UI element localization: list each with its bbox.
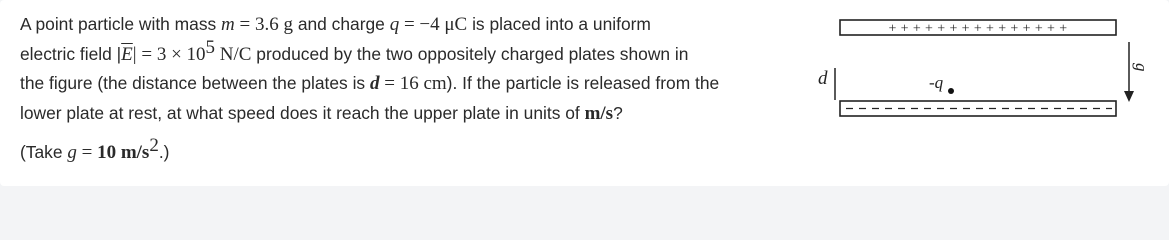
math-g: g <box>67 142 77 163</box>
text: ? <box>613 102 623 123</box>
math-distance-value: 16 cm <box>399 73 447 94</box>
math-m: m <box>221 14 235 35</box>
d-label: d <box>818 68 828 89</box>
figure-svg <box>800 8 1169 128</box>
math-exponent: 5 <box>205 36 216 58</box>
particle-charge-label: -q <box>929 73 944 92</box>
text: ). If the particle is released from the <box>446 73 720 93</box>
math-d: d <box>369 73 380 94</box>
math-speed-unit: m/s <box>584 102 614 124</box>
text: the figure (the distance between the plates is <box>20 73 370 93</box>
problem-statement <box>20 10 810 128</box>
math-mass-value: 3.6 g <box>255 14 293 35</box>
gravity-note <box>20 135 170 167</box>
text: electric field | <box>20 43 122 64</box>
text: .) <box>158 142 170 162</box>
gravity-arrow-head <box>1124 91 1134 102</box>
math-eq: = <box>379 73 400 94</box>
text: A point particle with mass <box>20 14 222 34</box>
capacitor-figure <box>800 8 1169 128</box>
problem-line-1 <box>20 10 810 40</box>
math-E-vector: $\overline{E}$ <box>121 43 133 65</box>
text: is placed into a uniform <box>467 14 651 34</box>
text: and charge <box>293 14 390 34</box>
problem-line-3 <box>20 69 810 99</box>
gravity-label: g <box>1132 63 1151 72</box>
math-charge-value: −4 μC <box>419 14 468 35</box>
top-plate-charges: + + + + + + + + + + + + + + + <box>888 21 1068 37</box>
text: (Take <box>20 142 68 162</box>
problem-line-2 <box>20 36 810 70</box>
math-abs-eq: | = <box>132 43 157 65</box>
math-g-value: 10 m/s <box>97 142 150 163</box>
math-field-unit: N/C <box>215 43 252 65</box>
math-eq: = <box>399 14 420 35</box>
math-q: q <box>389 14 400 35</box>
math-eq: = <box>76 142 98 163</box>
text: lower plate at rest, at what speed does it reach the upper plate in units of <box>20 102 585 123</box>
bottom-plate-charges: − − − − − − − − − − − − − − − <box>971 112 985 113</box>
text: produced by the two oppositely charged plates shown in <box>251 43 689 64</box>
problem-line-4 <box>20 99 810 129</box>
particle-dot <box>948 88 954 94</box>
math-field-value: 3 × 10 <box>156 43 206 65</box>
math-eq: = <box>234 14 255 35</box>
math-exponent: 2 <box>149 135 159 156</box>
